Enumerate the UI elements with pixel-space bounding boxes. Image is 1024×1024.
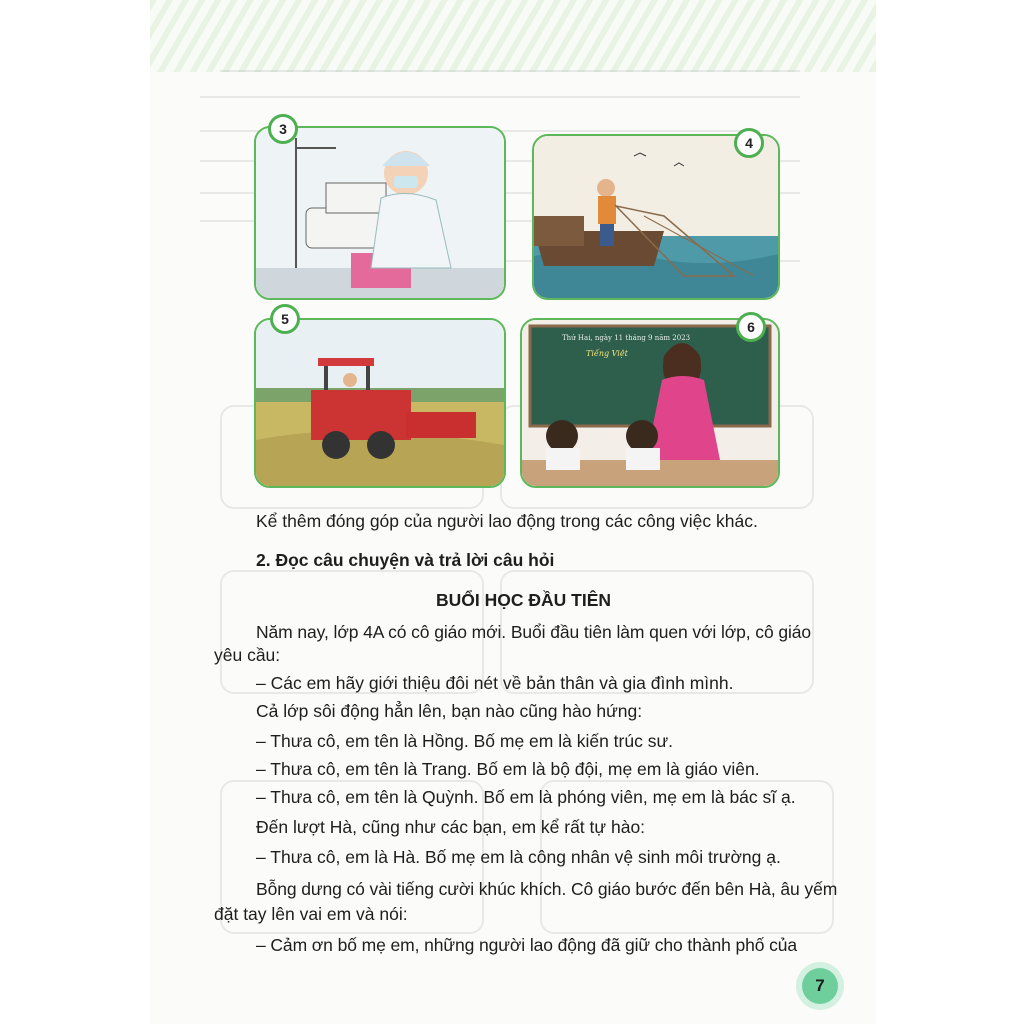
illustration-card-teacher xyxy=(520,318,780,488)
story-line: – Thưa cô, em là Hà. Bố mẹ em là công nhân vệ sinh môi trường ạ. xyxy=(256,847,781,867)
illustration-card-harvester xyxy=(254,318,506,488)
story-line: – Cảm ơn bố mẹ em, những người lao động đã giữ cho thành phố của xyxy=(256,935,798,955)
story-line: Năm nay, lớp 4A có cô giáo mới. Buổi đầu tiên làm quen với lớp, cô giáo xyxy=(256,622,812,642)
story-line: đặt tay lên vai em và nói: xyxy=(214,904,408,924)
section-number: 2. xyxy=(256,550,271,570)
story-line: – Các em hãy giới thiệu đôi nét về bản thân và gia đình mình. xyxy=(256,673,734,693)
illustration-card-fisherman xyxy=(532,134,780,300)
seamstress-illustration xyxy=(256,128,504,298)
story-line: – Thưa cô, em tên là Quỳnh. Bố em là phóng viên, mẹ em là bác sĩ ạ. xyxy=(256,787,796,807)
fisherman-illustration xyxy=(534,136,778,298)
story-line: Cả lớp sôi động hẳn lên, bạn nào cũng hào hứng: xyxy=(256,701,643,721)
story-line: Đến lượt Hà, cũng như các bạn, em kể rất tự hào: xyxy=(256,817,646,837)
section-heading xyxy=(256,549,554,571)
teacher-illustration xyxy=(522,320,778,486)
story-line: – Thưa cô, em tên là Hồng. Bố mẹ em là kiến trúc sư. xyxy=(256,731,674,751)
story-line: Bỗng dưng có vài tiếng cười khúc khích. Cô giáo bước đến bên Hà, âu yếm xyxy=(256,879,838,899)
story-title: BUỔI HỌC ĐẦU TIÊN xyxy=(436,590,611,610)
card-number-badge: 6 xyxy=(736,312,766,342)
story-line: – Thưa cô, em tên là Trang. Bố em là bộ đội, mẹ em là giáo viên. xyxy=(256,759,760,779)
card-number-badge: 4 xyxy=(734,128,764,158)
harvester-illustration xyxy=(256,320,504,486)
instruction-text: Kể thêm đóng góp của người lao động trong các công việc khác. xyxy=(256,511,758,531)
illustration-card-seamstress xyxy=(254,126,506,300)
story-line: yêu cầu: xyxy=(214,645,281,665)
card-number-badge: 3 xyxy=(268,114,298,144)
section-title: Đọc câu chuyện và trả lời câu hỏi xyxy=(275,550,555,570)
page-number-badge: 7 xyxy=(802,968,838,1004)
card-number-badge: 5 xyxy=(270,304,300,334)
blackboard-subject-text: Tiếng Việt xyxy=(586,349,628,358)
blackboard-date-text: Thứ Hai, ngày 11 tháng 9 năm 2023 xyxy=(562,334,691,342)
